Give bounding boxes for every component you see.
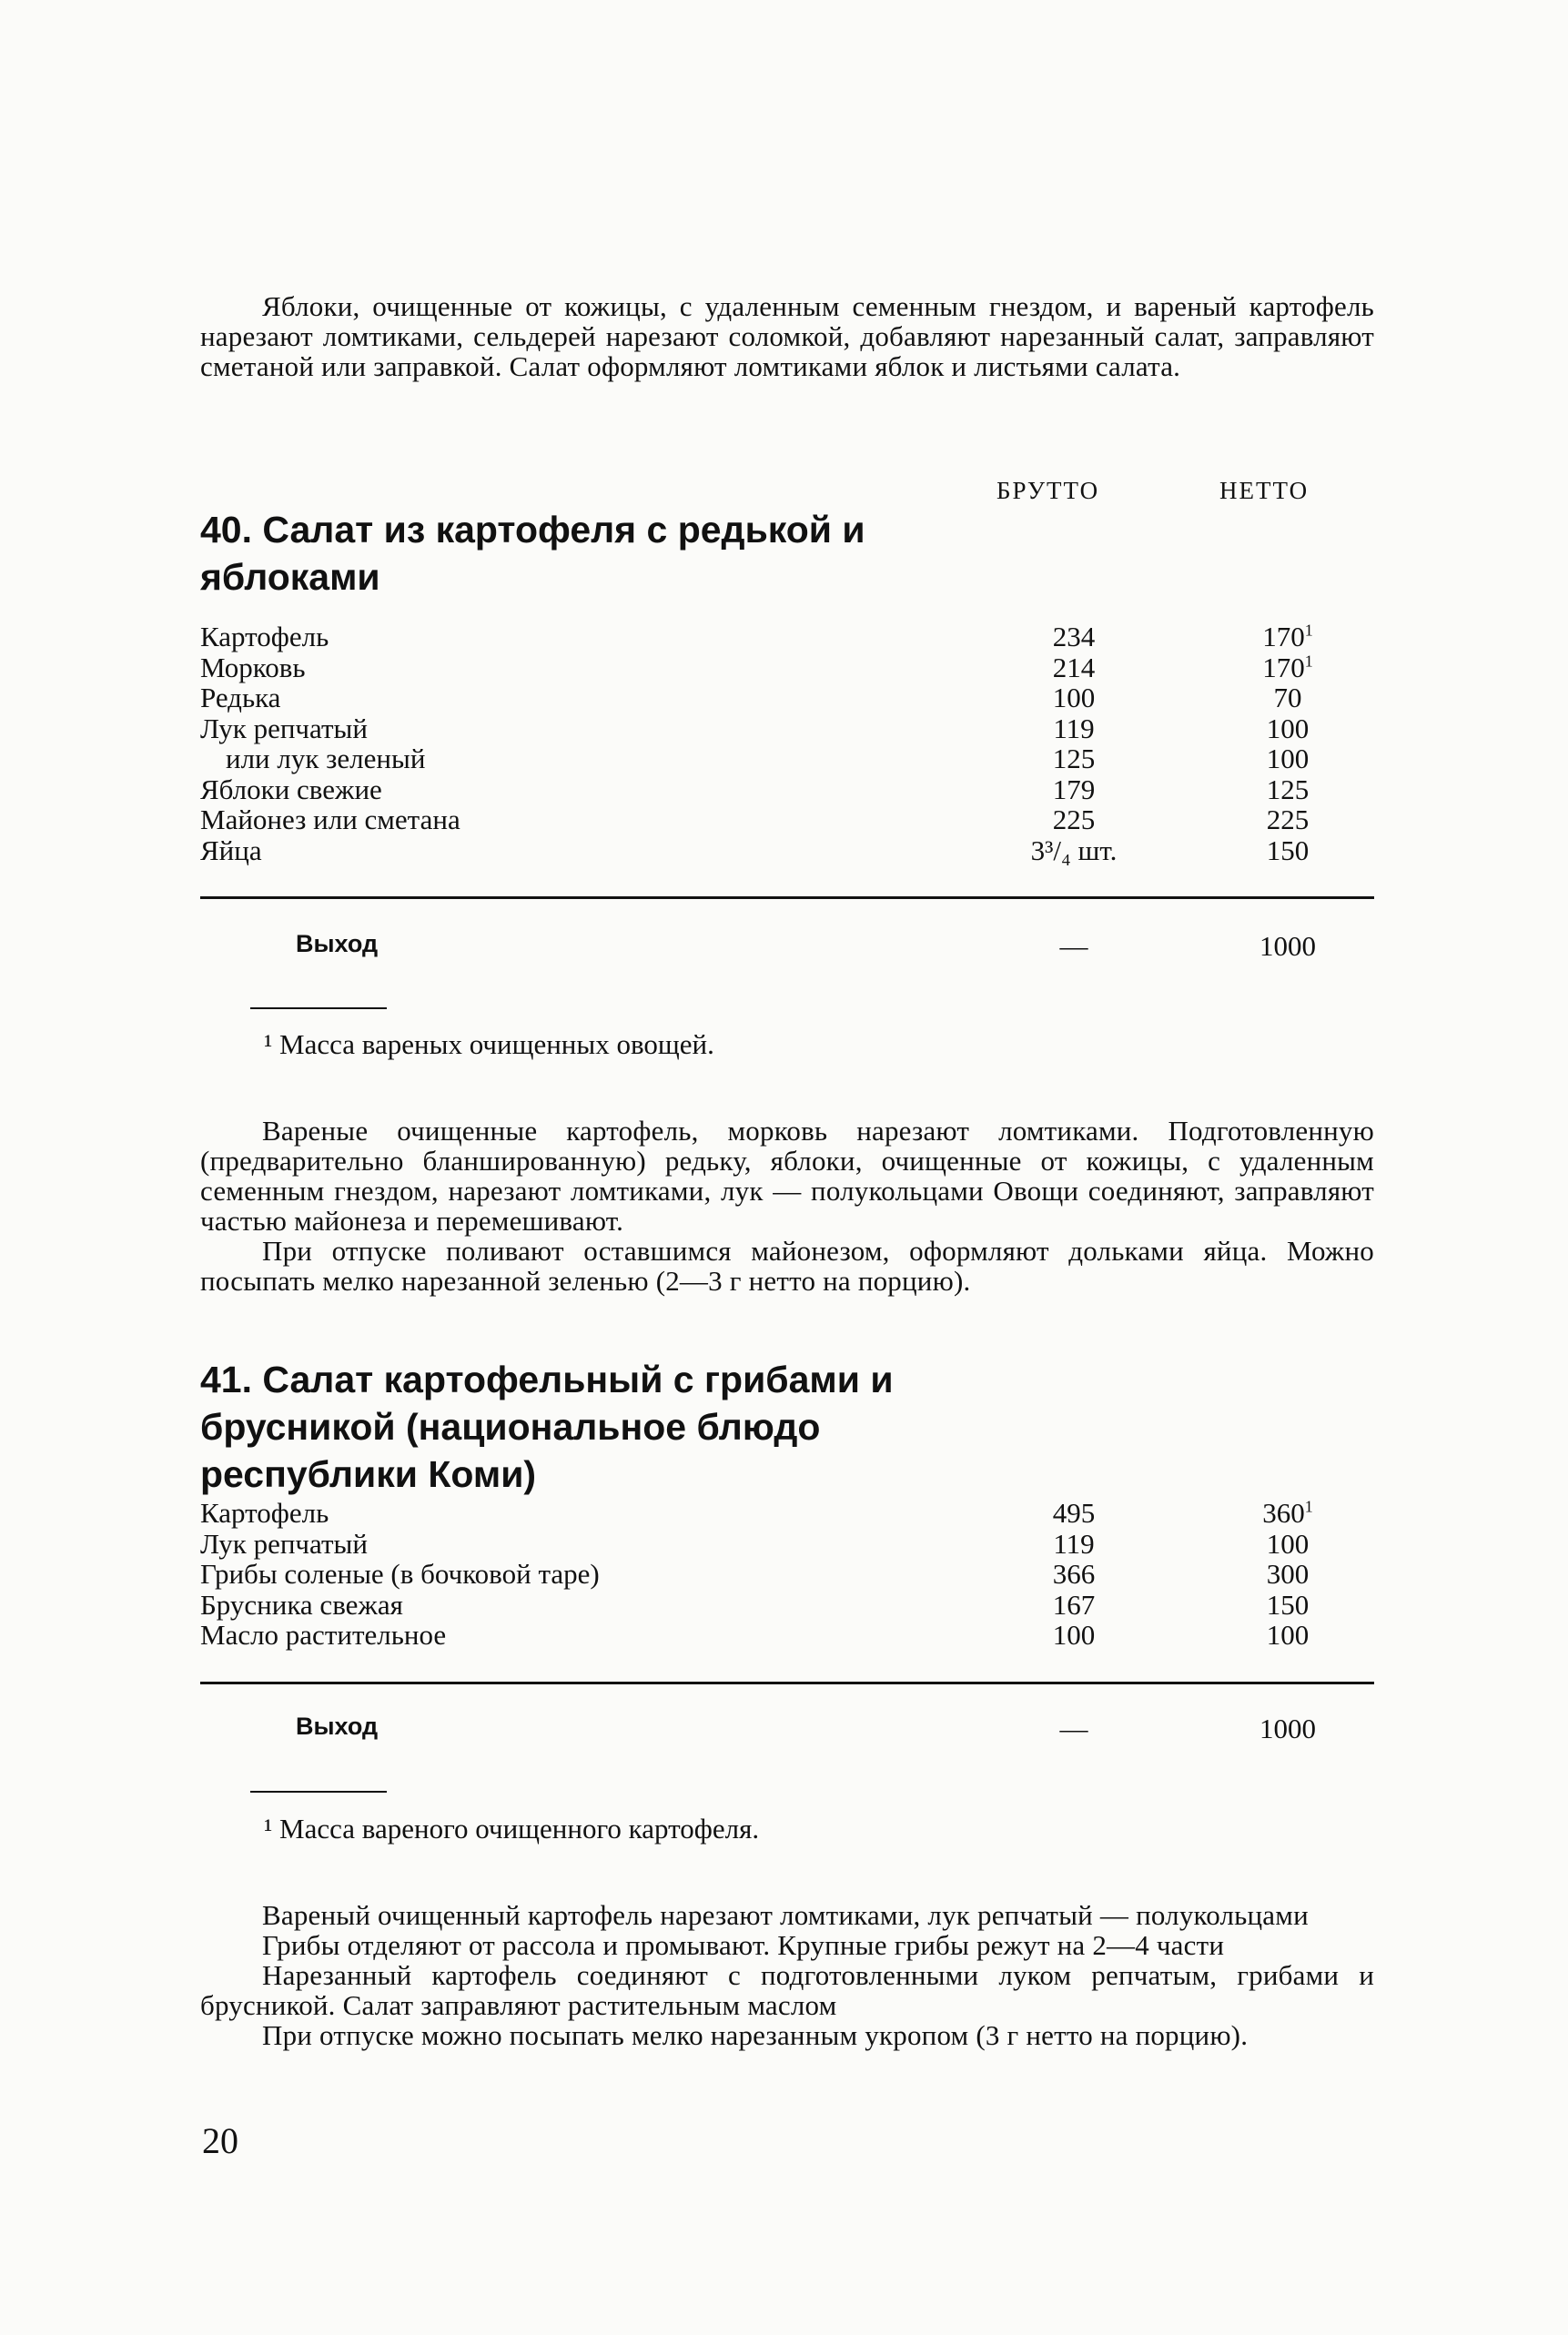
ingredient-brutto: 234	[1052, 621, 1096, 652]
ingredient-netto-cell	[1219, 1529, 1356, 1559]
yield-label: Выход	[296, 1713, 379, 1740]
intro-paragraph	[200, 291, 1374, 381]
ingredient-netto-cell	[1219, 622, 1356, 652]
yield-label: Выход	[296, 930, 379, 957]
footnote-marker: 1	[1304, 1497, 1313, 1516]
ingredient-brutto: 179	[1052, 773, 1096, 805]
recipe-41-divider	[200, 1682, 1374, 1684]
ingredient-brutto: 225	[1052, 804, 1096, 835]
ingredient-row	[200, 682, 1374, 713]
ingredient-name: Брусника свежая	[200, 1588, 403, 1621]
method-paragraph: Вареный очищенный картофель нарезают ломтиками, лук репчатый — полукольцами	[262, 1899, 1309, 1931]
ingredient-netto: 100	[1266, 743, 1310, 774]
ingredient-netto: 100	[1266, 1619, 1310, 1651]
ingredient-netto-cell	[1219, 743, 1356, 773]
ingredient-brutto: 125	[1052, 743, 1096, 774]
page-number: 20	[202, 2120, 238, 2161]
brutto-column-header: БРУТТО	[996, 477, 1100, 504]
ingredient-brutto: 366	[1052, 1558, 1096, 1590]
recipe-40-method	[200, 1116, 1374, 1296]
ingredient-netto-cell	[1219, 774, 1356, 804]
ingredient-name: Яйца	[200, 834, 262, 866]
ingredient-row	[200, 835, 1374, 866]
recipe-40-yield-row	[200, 930, 1374, 966]
ingredient-name: Лук репчатый	[200, 1527, 368, 1560]
ingredient-netto: 100	[1266, 712, 1310, 744]
ingredient-row	[200, 1498, 1374, 1529]
recipe-41-ingredients-table	[200, 1498, 1374, 1651]
ingredient-netto-cell	[1219, 1498, 1356, 1528]
ingredient-row	[200, 713, 1374, 744]
ingredient-name: или лук зеленый	[226, 743, 426, 774]
ingredient-brutto: 167	[1052, 1588, 1096, 1621]
netto-column-header: НЕТТО	[1219, 477, 1310, 504]
ingredient-brutto: 100	[1052, 1619, 1096, 1651]
ingredient-netto-cell	[1219, 1559, 1356, 1589]
intro-text: Яблоки, очищенные от кожицы, с удаленным семенным гнездом, и вареный картофель нарезают ломтиками, сельдерей нарезают соломкой, добавляют нарезанный салат, заправляют сметаной или заправкой. Салат оформляют ломтиками яблок и листьями салата.	[200, 290, 1374, 382]
ingredient-name: Грибы соленые (в бочковой таре)	[200, 1558, 600, 1590]
ingredient-brutto: 119	[1053, 1527, 1095, 1560]
ingredient-netto-cell	[1219, 713, 1356, 743]
footnote-separator	[250, 1007, 387, 1009]
yield-brutto: —	[1059, 930, 1088, 962]
ingredient-netto-cell	[1219, 682, 1356, 713]
method-paragraph: Нарезанный картофель соединяют с подготовленными луком репчатым, грибами и брусникой. Салат заправляют растительным маслом	[200, 1959, 1374, 2021]
footnote-marker: 1	[1304, 652, 1313, 671]
ingredient-name: Майонез или сметана	[200, 804, 460, 835]
ingredient-row	[200, 652, 1374, 683]
recipe-40-title: 40. Салат из картофеля с редькой и яблоками	[200, 509, 865, 598]
method-paragraph: При отпуске поливают оставшимся майонезом, оформляют дольками яйца. Можно посыпать мелко нарезанной зеленью (2—3 г нетто на порцию).	[200, 1235, 1374, 1297]
ingredient-brutto: 119	[1053, 712, 1095, 744]
ingredient-row	[200, 622, 1374, 652]
recipe-41-method	[200, 1900, 1374, 2050]
ingredient-netto: 100	[1266, 1527, 1310, 1560]
ingredient-netto: 125	[1266, 773, 1310, 805]
recipe-40-footnote: ¹ Масса вареных очищенных овощей.	[264, 1028, 714, 1060]
recipe-40-ingredients-table	[200, 622, 1374, 865]
ingredient-name: Яблоки свежие	[200, 773, 382, 805]
ingredient-netto-cell	[1219, 835, 1356, 865]
ingredient-netto-cell	[1219, 652, 1356, 682]
ingredient-name: Картофель	[200, 621, 329, 652]
ingredient-row	[200, 1559, 1374, 1590]
ingredient-brutto: 495	[1052, 1497, 1096, 1529]
ingredient-row	[200, 1620, 1374, 1651]
ingredient-netto-cell	[1219, 804, 1356, 834]
recipe-41-footnote: ¹ Масса вареного очищенного картофеля.	[264, 1813, 760, 1845]
ingredient-netto: 170	[1262, 621, 1305, 652]
recipe-41-yield-row	[200, 1713, 1374, 1749]
ingredient-netto: 360	[1262, 1497, 1305, 1529]
ingredient-netto: 150	[1266, 1588, 1310, 1621]
recipe-41-title: 41. Салат картофельный с грибами и брусникой (национальное блюдо республики Коми)	[200, 1359, 894, 1495]
ingredient-row	[200, 1529, 1374, 1560]
ingredient-row	[200, 1590, 1374, 1621]
ingredient-netto-cell	[1219, 1590, 1356, 1620]
yield-brutto: —	[1059, 1713, 1088, 1744]
ingredient-netto: 150	[1266, 834, 1310, 866]
footnote-separator	[250, 1791, 387, 1793]
ingredient-row	[200, 743, 1374, 774]
ingredient-name: Лук репчатый	[200, 712, 368, 744]
yield-netto: 1000	[1259, 1713, 1316, 1744]
ingredient-row	[200, 774, 1374, 805]
ingredient-brutto: 3³/₄ шт.	[1030, 834, 1118, 866]
method-paragraph: Грибы отделяют от рассола и промывают. Крупные грибы режут на 2—4 части	[262, 1929, 1225, 1961]
ingredient-netto: 225	[1266, 804, 1310, 835]
ingredient-name: Морковь	[200, 651, 306, 683]
ingredient-row	[200, 804, 1374, 835]
ingredient-name: Редька	[200, 682, 281, 713]
method-paragraph: При отпуске можно посыпать мелко нарезанным укропом (3 г нетто на порцию).	[262, 2019, 1249, 2051]
method-paragraph: Вареные очищенные картофель, морковь нарезают ломтиками. Подготовленную (предварительно бланшированную) редьку, яблоки, очищенные от кожицы, с удаленным семенным гнездом, нарезают ломтиками, лук — полукольцами Овощи соединяют, заправляют частью майонеза и перемешивают.	[200, 1115, 1374, 1237]
ingredient-netto: 70	[1273, 682, 1302, 713]
recipe-40-divider	[200, 896, 1374, 899]
ingredient-netto: 300	[1266, 1558, 1310, 1590]
ingredient-name: Масло растительное	[200, 1619, 447, 1651]
yield-netto: 1000	[1259, 930, 1316, 962]
ingredient-netto-cell	[1219, 1620, 1356, 1650]
ingredient-name: Картофель	[200, 1497, 329, 1529]
footnote-marker: 1	[1304, 621, 1313, 640]
ingredient-netto: 170	[1262, 651, 1305, 683]
ingredient-brutto: 100	[1052, 682, 1096, 713]
ingredient-brutto: 214	[1052, 651, 1096, 683]
